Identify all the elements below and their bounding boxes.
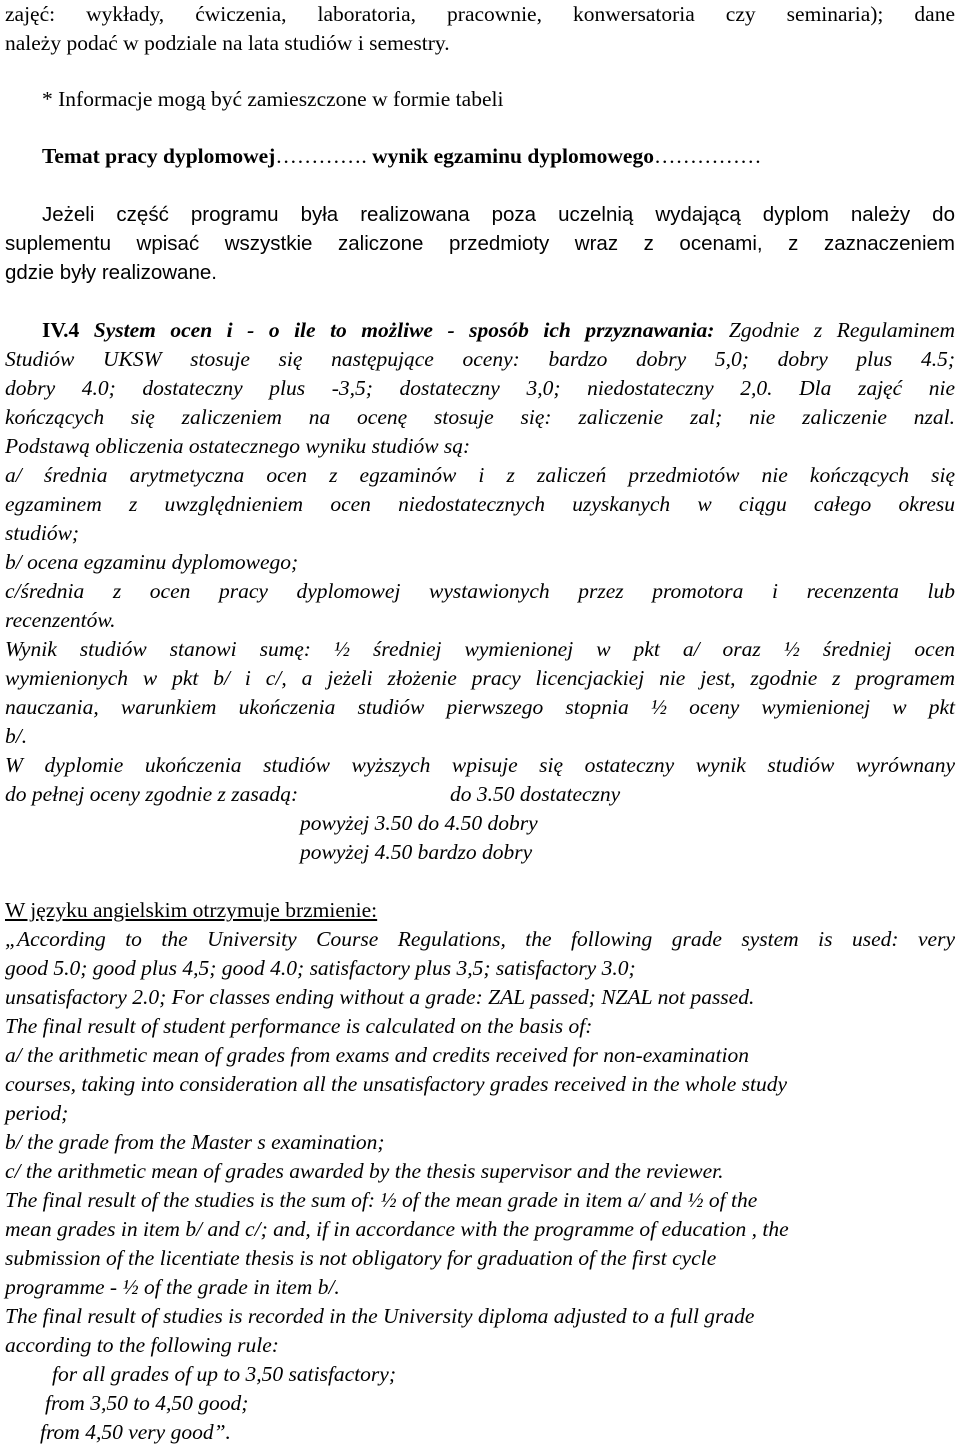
exam-dots: ……………: [653, 144, 762, 168]
english-rule: from 3,50 to 4,50 good;: [45, 1391, 249, 1415]
section-heading: System ocen i - o ile to możliwe - sposób ich przyznawania:: [79, 318, 715, 342]
rounding-rule: powyżej 4.50 bardzo dobry: [300, 840, 533, 864]
text-line: b/ ocena egzaminu dyplomowego;: [5, 550, 299, 574]
thesis-dots: ………….: [275, 144, 367, 168]
external-note-line: suplementu wpisać wszystkie zaliczone przedmioty wraz z ocenami, z zaznaczeniem: [5, 232, 955, 255]
text-line: c/średnia z ocen pracy dyplomowej wystawionych przez promotora i recenzenta lub: [5, 579, 955, 603]
text-line: W dyplomie ukończenia studiów wyższych wpisuje się ostateczny wynik studiów wyrównany: [5, 753, 955, 777]
english-rule: for all grades of up to 3,50 satisfactory;: [52, 1362, 396, 1386]
text-line: do pełnej oceny zgodnie z zasadą:: [5, 782, 299, 806]
rounding-rule: do 3.50 dostateczny: [450, 782, 621, 806]
text-line: Wynik studiów stanowi sumę: ½ średniej wymienionej w pkt a/ oraz ½ średniej ocen: [5, 637, 955, 661]
text-line: Podstawą obliczenia ostatecznego wyniku studiów są:: [5, 434, 471, 458]
text-line: The final result of studies is recorded in the University diploma adjusted to a full grade: [5, 1304, 755, 1328]
external-note-line: Jeżeli część programu była realizowana poza uczelnią wydającą dyplom należy do: [42, 203, 955, 226]
text-line: wymienionych w pkt b/ i c/, a jeżeli złożenie pracy licencjackiej nie jest, zgodnie z programem: [5, 666, 955, 690]
text-line: The final result of student performance is calculated on the basis of:: [5, 1014, 593, 1038]
text-line: kończących się zaliczeniem na ocenę stosuje się: zaliczenie zal; nie zaliczenie nzal.: [5, 405, 955, 429]
text-line: zajęć: wykłady, ćwiczenia, laboratoria, pracownie, konwersatoria czy seminaria); dane: [5, 2, 955, 26]
text-line: studiów;: [5, 521, 80, 545]
text-line: Studiów UKSW stosuje się następujące oceny: bardzo dobry 5,0; dobry plus 4.5;: [5, 347, 955, 371]
text-line: recenzentów.: [5, 608, 116, 632]
text-line: a/ średnia arytmetyczna ocen z egzaminów i z zaliczeń przedmiotów nie kończących się: [5, 463, 955, 487]
text-line: period;: [5, 1101, 69, 1125]
text-line: należy podać w podziale na lata studiów i semestry.: [5, 31, 450, 55]
text-line: courses, taking into consideration all the unsatisfactory grades received in the whole study: [5, 1072, 788, 1096]
english-rule: from 4,50 very good”.: [40, 1420, 231, 1444]
text-line: „According to the University Course Regulations, the following grade system is used: very: [5, 927, 955, 951]
text-line: good 5.0; good plus 4,5; good 4.0; satisfactory plus 3,5; satisfactory 3.0;: [5, 956, 636, 980]
text-line: nauczania, warunkiem ukończenia studiów pierwszego stopnia ½ oceny wymienionej w pkt: [5, 695, 955, 719]
text-line: egzaminem z uwzględnieniem ocen niedostatecznych uzyskanych w ciągu całego okresu: [5, 492, 955, 516]
table-note: * Informacje mogą być zamieszczone w formie tabeli: [42, 87, 504, 111]
text-line: c/ the arithmetic mean of grades awarded by the thesis supervisor and the reviewer.: [5, 1159, 724, 1183]
section-number: IV.4: [42, 318, 80, 342]
text-line: The final result of the studies is the sum of: ½ of the mean grade in item a/ and ½ of the: [5, 1188, 758, 1212]
text-line: mean grades in item b/ and c/; and, if in accordance with the programme of education , the: [5, 1217, 789, 1241]
exam-label: wynik egzaminu dyplomowego: [366, 144, 654, 168]
text-line: dobry 4.0; dostateczny plus -3,5; dostateczny 3,0; niedostateczny 2,0. Dla zajęć nie: [5, 376, 955, 400]
text-line: a/ the arithmetic mean of grades from exams and credits received for non-examination: [5, 1043, 749, 1067]
text-line: according to the following rule:: [5, 1333, 279, 1357]
thesis-label: Temat pracy dyplomowej: [42, 144, 276, 168]
text-line: submission of the licentiate thesis is not obligatory for graduation of the first cycle: [5, 1246, 717, 1270]
rounding-rule: powyżej 3.50 do 4.50 dobry: [300, 811, 538, 835]
thesis-exam-line: [42, 142, 960, 171]
text-line: programme - ½ of the grade in item b/.: [5, 1275, 340, 1299]
external-note-line: gdzie były realizowane.: [5, 261, 217, 284]
section-text: Zgodnie z Regulaminem: [714, 318, 955, 342]
english-heading: W języku angielskim otrzymuje brzmienie:: [5, 898, 378, 922]
text-line: b/.: [5, 724, 28, 748]
text-line: unsatisfactory 2.0; For classes ending without a grade: ZAL passed; NZAL not passed.: [5, 985, 755, 1009]
text-line: b/ the grade from the Master s examination;: [5, 1130, 385, 1154]
grading-heading-line: [42, 316, 955, 345]
